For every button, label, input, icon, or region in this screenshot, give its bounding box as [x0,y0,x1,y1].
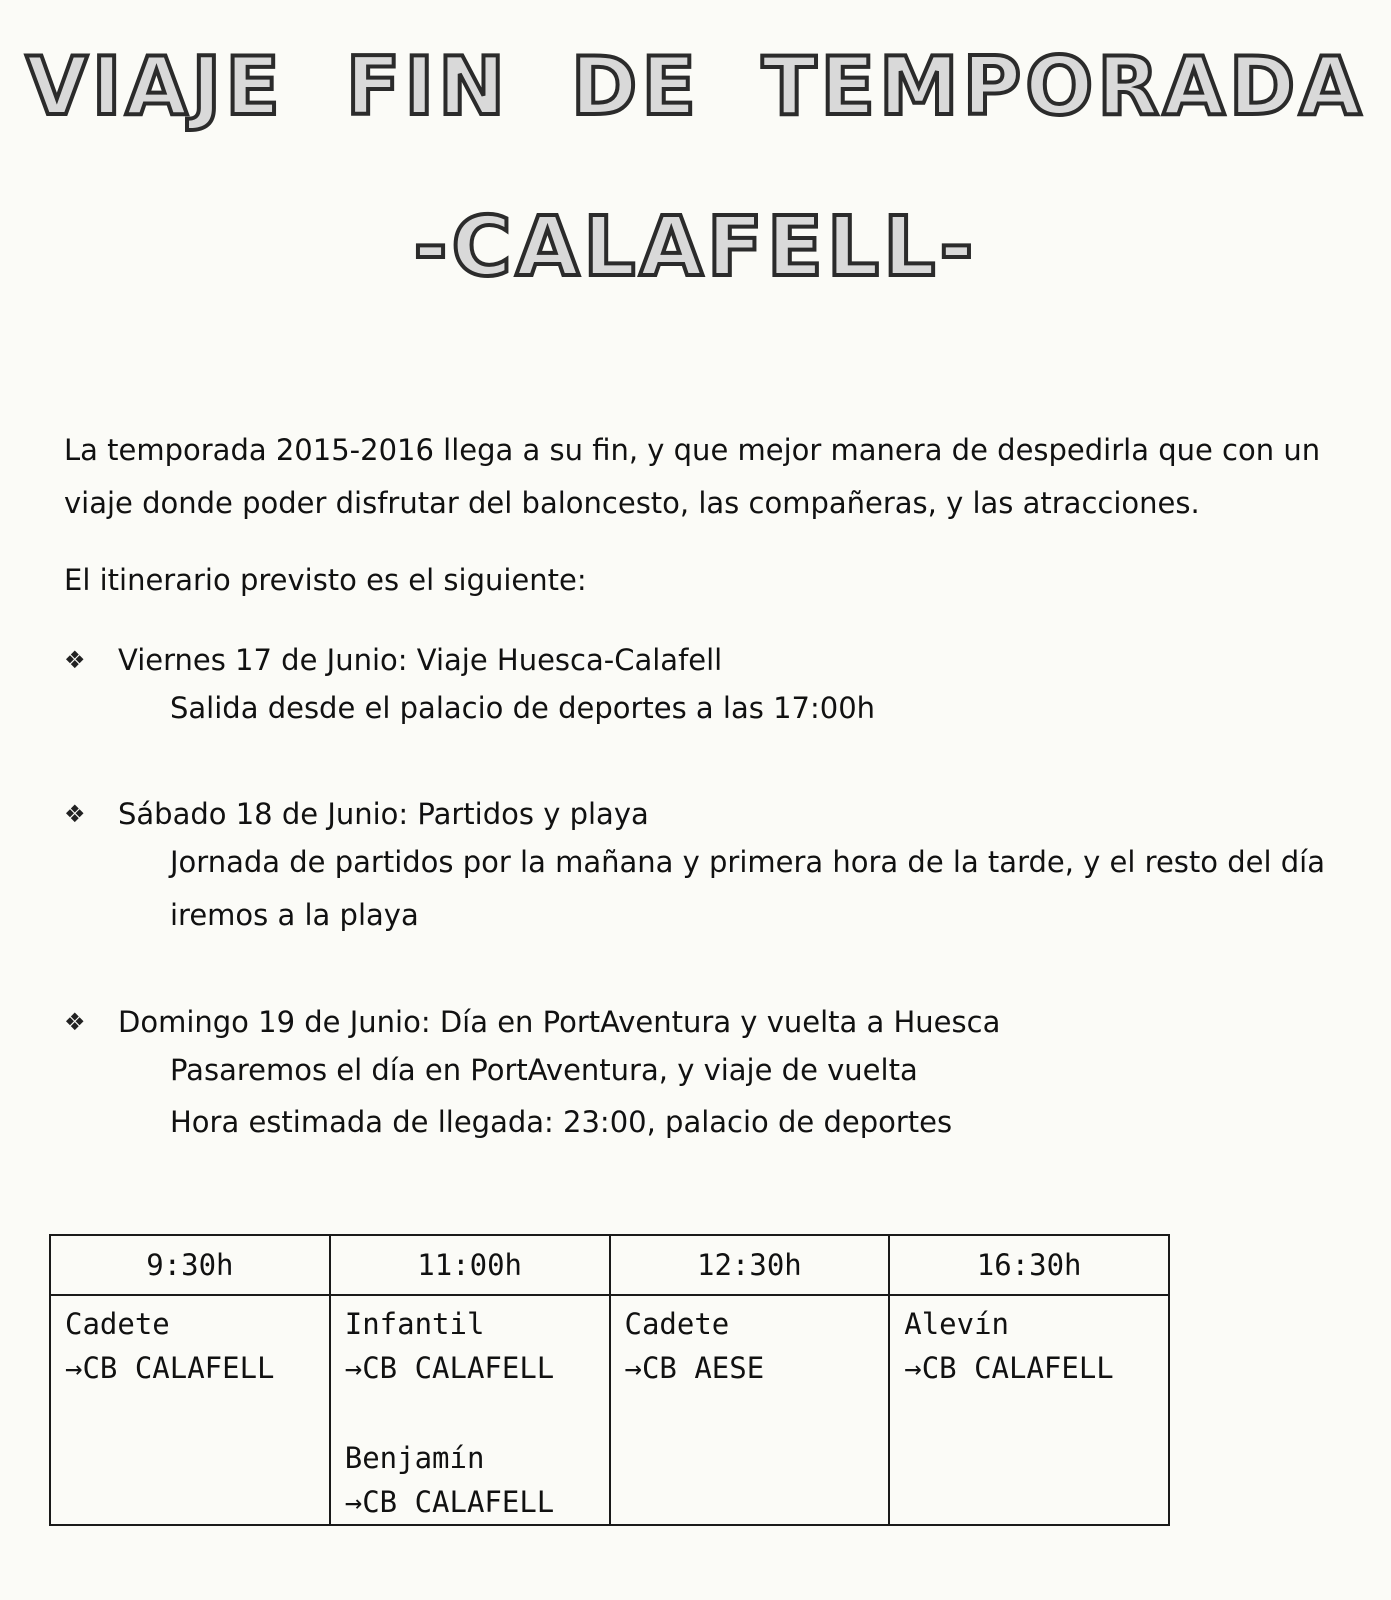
time-header: 11:00h [330,1235,610,1295]
time-header: 16:30h [889,1235,1169,1295]
match-category: Cadete [65,1307,170,1341]
match-category: Cadete [624,1307,730,1341]
day-title: Domingo 19 de Junio: Día en PortAventura y vuelta a Huesca [118,1005,1001,1039]
itinerary-day-friday [64,638,1354,735]
match-opponent: →CB AESE [624,1351,765,1385]
day-detail: Hora estimada de llegada: 23:00, palacio de deportes [170,1105,953,1139]
day-detail: Pasaremos el día en PortAventura, y viaje de vuelta [170,1053,918,1087]
diamond-bullet-icon: ❖ [64,800,86,828]
day-title: Viernes 17 de Junio: Viaje Huesca-Calafell [118,643,723,677]
match-entry [345,1436,599,1524]
time-slot-cell [889,1295,1169,1525]
day-detail: Jornada de partidos por la mañana y primera hora de la tarde, y el resto del día iremos a la playa [170,845,1326,932]
diamond-bullet-icon: ❖ [64,646,86,674]
match-opponent: →CB CALAFELL [65,1351,275,1385]
time-slot-cell [330,1295,610,1525]
match-entry [625,1302,879,1390]
day-title: Sábado 18 de Junio: Partidos y playa [118,797,649,831]
match-category: Infantil [344,1307,485,1341]
day-header [64,792,1354,836]
intro-paragraph: La temporada 2015-2016 llega a su fin, y que mejor manera de despedirla que con un viaje donde poder disfrutar del baloncesto, las compañeras, y las atracciones. [64,433,1321,520]
itinerary-day-saturday [64,792,1354,942]
match-opponent: →CB CALAFELL [344,1485,555,1519]
match-entry [65,1302,319,1390]
match-schedule-table [49,1234,1170,1526]
time-slot-cell [50,1295,330,1525]
time-header: 9:30h [50,1235,330,1295]
day-header [64,1000,1354,1044]
title-line-1: VIAJE FIN DE TEMPORADA [25,40,1366,133]
match-entry [904,1302,1158,1390]
schedule-matches-row [50,1295,1169,1525]
itinerary-heading: El itinerario previsto es el siguiente: [64,563,587,597]
match-entry [345,1302,599,1390]
title-line-2: -CALAFELL- [413,200,978,295]
match-category: Alevín [904,1307,1010,1341]
itinerary-day-sunday [64,1000,1354,1148]
diamond-bullet-icon: ❖ [64,1008,86,1036]
time-header: 12:30h [610,1235,890,1295]
match-opponent: →CB CALAFELL [344,1351,555,1385]
match-category: Benjamín [344,1441,485,1475]
day-detail: Salida desde el palacio de deportes a las 17:00h [170,691,876,725]
day-header [64,638,1354,682]
time-slot-cell [610,1295,890,1525]
match-opponent: →CB CALAFELL [904,1351,1114,1385]
schedule-header-row [50,1235,1169,1295]
